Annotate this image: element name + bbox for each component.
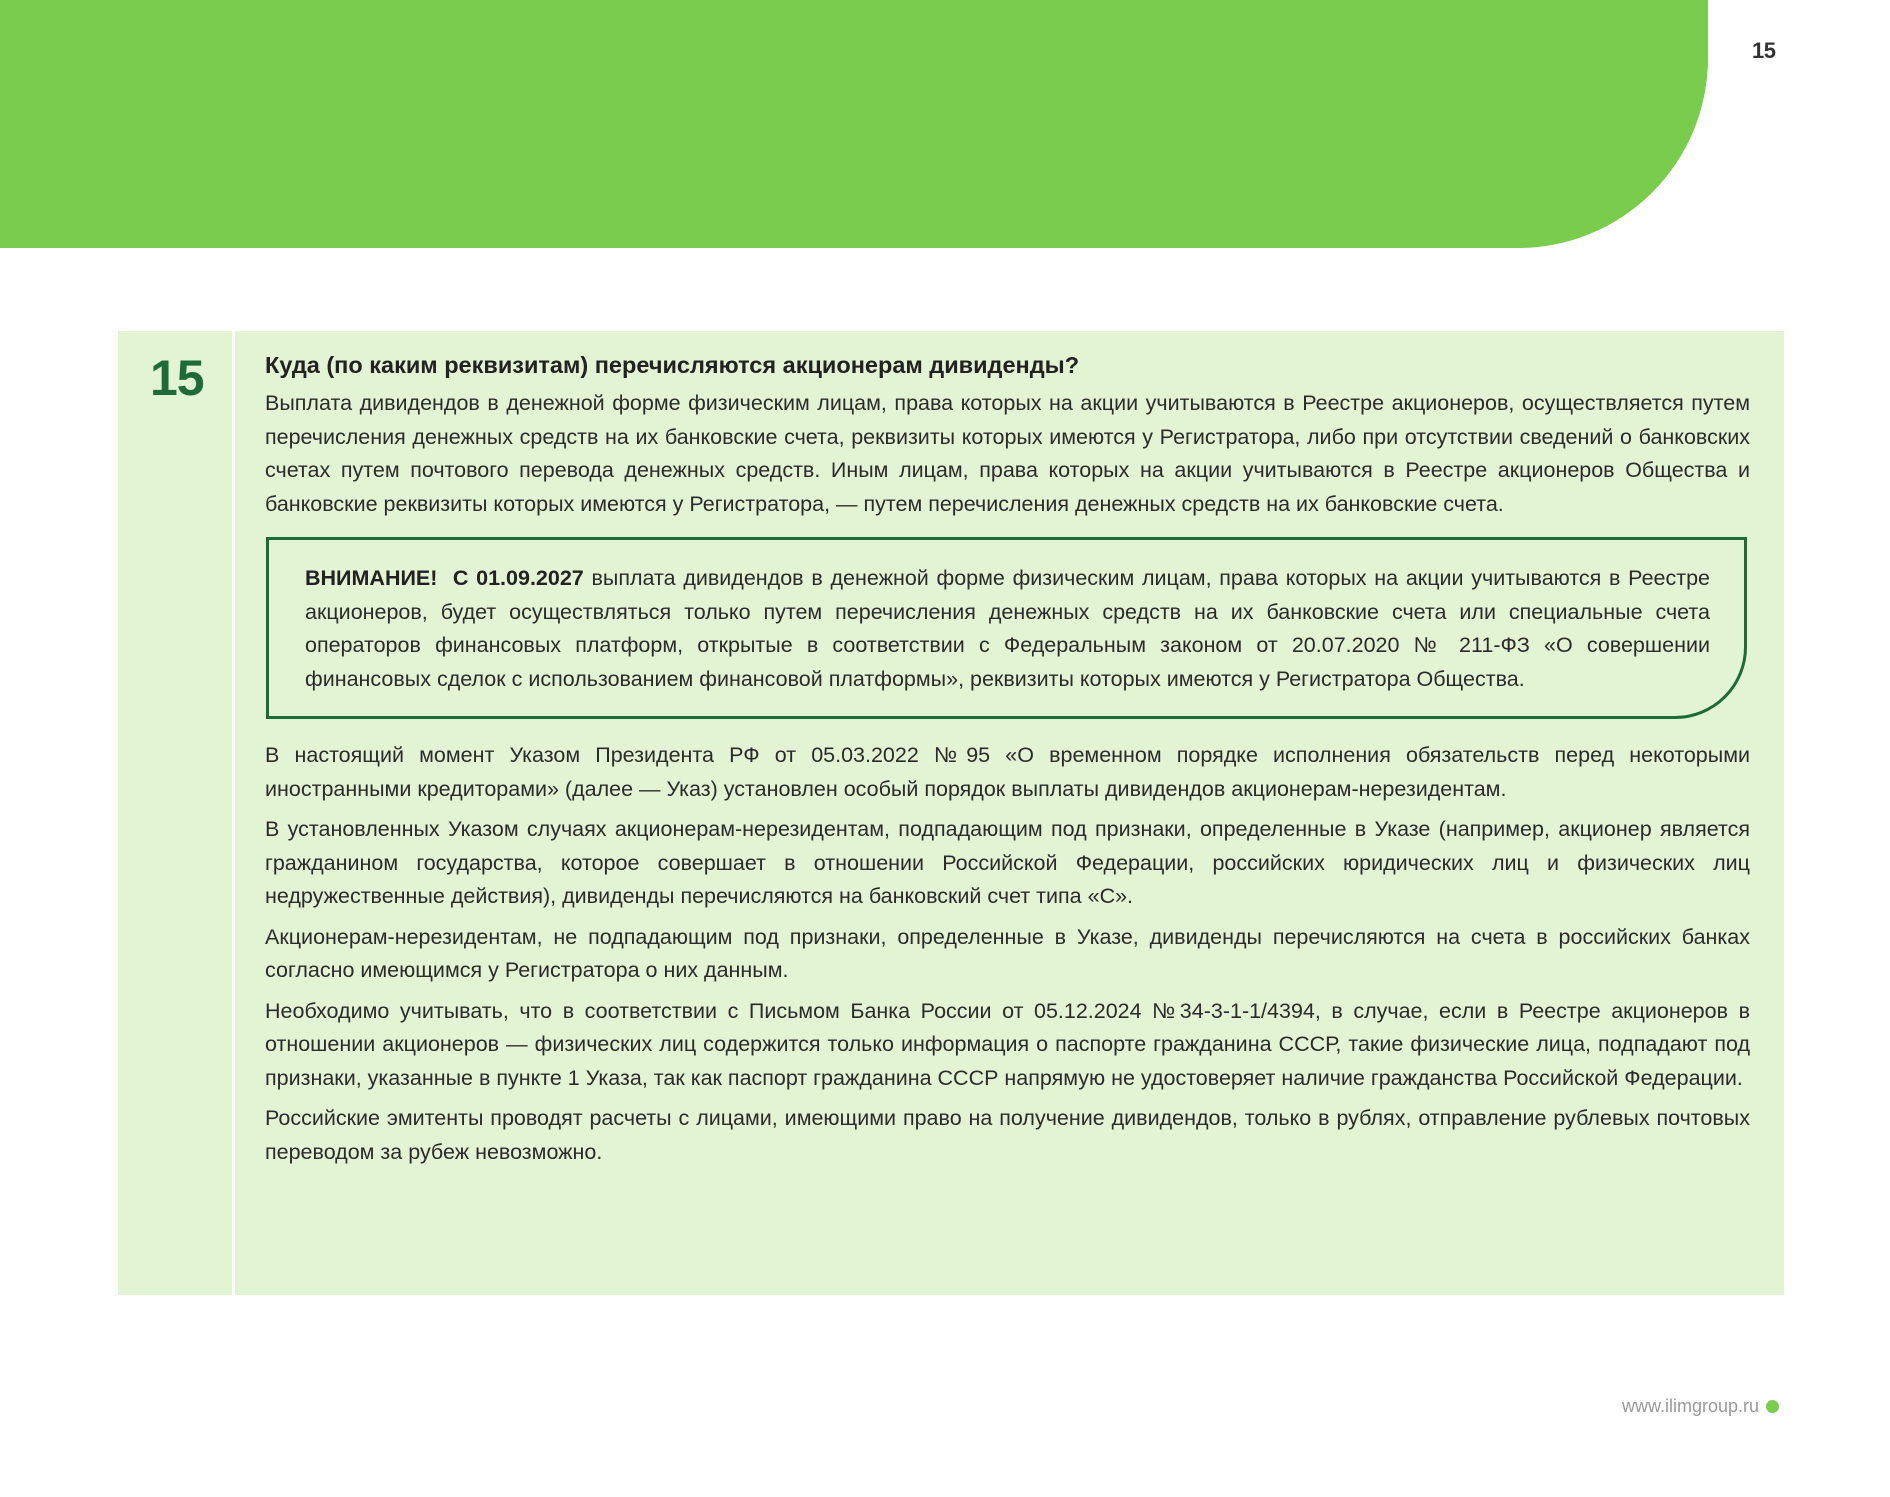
intro-paragraph: Выплата дивидендов в денежной форме физическим лицам, права которых на акции учитываются в Реестре акционеров, осуществляется путем перечисления денежных средств на их банковские счета, реквизиты которых имеются у Регистратора, либо при отсутствии сведений о банковских счетах путем почтового перевода денежных средств. Иным лицам, права которых на акции учитываются в Реестре акционеров Общества и банковские реквизиты которых имеются у Регистратора, — путем перечисления денежных средств на их банковские счета. — [265, 391, 1750, 516]
warning-box — [266, 537, 1747, 719]
warning-paragraph — [305, 562, 1710, 696]
header-banner — [0, 0, 1708, 248]
question-content — [235, 331, 1784, 1295]
warning-date: С 01.09.2027 — [452, 566, 584, 590]
warning-text: выплата дивидендов в денежной форме физическим лицам, права которых на акции учитываются в Реестре акционеров, будет осуществляться только путем перечисления денежных средств на их банковские счета или специальные счета операторов финансовых платформ, открытые в соответствии с Федеральным законом от 20.07.2020 № 211-ФЗ «О совершении финансовых сделок с использованием финансовой платформы», реквизиты которых имеются у Регистратора Общества. — [305, 566, 1710, 691]
warning-label: ВНИМАНИЕ! — [305, 566, 438, 590]
faq-panel — [118, 331, 1784, 1295]
question-number-column — [118, 331, 235, 1295]
page-number: 15 — [1752, 38, 1776, 63]
website-link[interactable]: www.ilimgroup.ru — [1622, 1396, 1760, 1416]
paragraph-rubles-only: Российские эмитенты проводят расчеты с лицами, имеющими право на получение дивидендов, только в рублях, отправление рублевых почтовых переводом за рубеж невозможно. — [265, 1106, 1750, 1164]
question-number: 15 — [150, 350, 204, 406]
green-dot-icon — [1766, 1400, 1779, 1413]
paragraph-ussr-passport: Необходимо учитывать, что в соответствии с Письмом Банка России от 05.12.2024 №34-3-1-1/4394, в случае, если в Реестре акционеров в отношении акционеров — физических лиц содержится только информация о паспорте гражданина СССР, такие физические лица, подпадают под признаки, указанные в пункте 1 Указа, так как паспорт гражданина СССР напрямую не удостоверяет наличие гражданства Российской Федерации. — [265, 998, 1750, 1090]
paragraph-other-nonresidents: Акционерам-нерезидентам, не подпадающим под признаки, определенные в Указе, дивиденды перечисляются на счета в российских банках согласно имеющимся у Регистратора о них данным. — [265, 924, 1750, 982]
footer-website — [1622, 1396, 1779, 1417]
paragraph-unfriendly-nonresidents: В установленных Указом случаях акционерам-нерезидентам, подпадающим под признаки, определенные в Указе (например, акционер является гражданином государства, которое совершает в отношении Российской Федерации, российских юридических лиц и физических лиц недружественные действия), дивиденды перечисляются на банковский счет типа «С». — [265, 817, 1750, 908]
paragraph-decree: В настоящий момент Указом Президента РФ от 05.03.2022 №95 «О временном порядке исполнения обязательств перед некоторыми иностранными кредиторами» (далее — Указ) установлен особый порядок выплаты дивидендов акционерам-нерезидентам. — [265, 743, 1750, 801]
question-title: Куда (по каким реквизитам) перечисляются акционерам дивиденды? — [265, 352, 1080, 378]
